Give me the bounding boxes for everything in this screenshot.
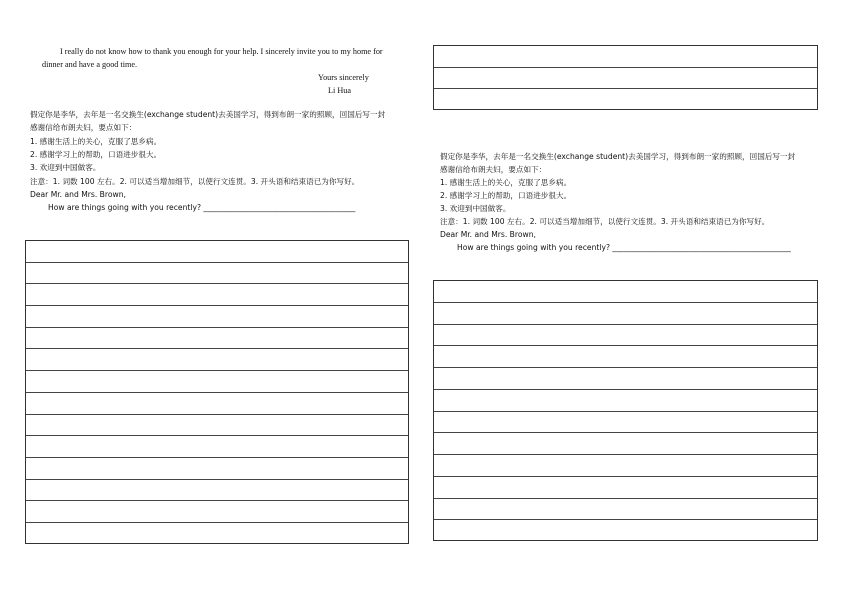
writing-line[interactable]: [26, 480, 408, 502]
writing-line[interactable]: [434, 346, 817, 368]
prompt-line-1: 假定你是李华，去年是一名交换生(exchange student)去美国学习，得到布朗一家的照顾，回国后写一封: [30, 110, 386, 119]
letter-closing: Yours sincerely: [318, 73, 369, 82]
writing-line[interactable]: [434, 412, 817, 434]
writing-line[interactable]: [434, 325, 817, 347]
prompt-point-2-right: 2. 感谢学习上的帮助，口语进步很大。: [440, 191, 572, 200]
prompt-point-3-right: 3. 欢迎到中国做客。: [440, 204, 511, 213]
writing-grid-top-right: [433, 45, 818, 110]
opening-line: How are things going with you recently? ________________________________________: [48, 203, 356, 212]
writing-line[interactable]: [26, 393, 408, 415]
writing-line[interactable]: [26, 501, 408, 523]
writing-line[interactable]: [434, 368, 817, 390]
letter-end-line-2: dinner and have a good time.: [42, 60, 138, 69]
writing-line[interactable]: [434, 46, 817, 68]
prompt-line-1-right: 假定你是李华，去年是一名交换生(exchange student)去美国学习，得到布朗一家的照顾，回国后写一封: [440, 152, 796, 161]
prompt-line-2-right: 感谢信给布朗夫妇，要点如下：: [440, 165, 547, 174]
salutation: Dear Mr. and Mrs. Brown,: [30, 190, 126, 199]
writing-line[interactable]: [434, 68, 817, 90]
opening-line-right: How are things going with you recently? _______________________________________________: [457, 243, 791, 252]
writing-line[interactable]: [26, 328, 408, 350]
prompt-point-1: 1. 感谢生活上的关心，克服了思乡病。: [30, 137, 162, 146]
writing-line[interactable]: [434, 433, 817, 455]
writing-line[interactable]: [434, 477, 817, 499]
writing-line[interactable]: [26, 284, 408, 306]
writing-line[interactable]: [434, 303, 817, 325]
writing-line[interactable]: [26, 458, 408, 480]
writing-line[interactable]: [26, 523, 408, 545]
writing-line[interactable]: [434, 281, 817, 303]
writing-grid-right: [433, 280, 818, 541]
writing-line[interactable]: [26, 263, 408, 285]
writing-line[interactable]: [26, 306, 408, 328]
writing-line[interactable]: [434, 390, 817, 412]
writing-line[interactable]: [26, 436, 408, 458]
prompt-notes-right: 注意：1. 词数 100 左右。2. 可以适当增加细节，以使行文连贯。3. 开头语和结束语已为你写好。: [440, 217, 770, 226]
salutation-right: Dear Mr. and Mrs. Brown,: [440, 230, 536, 239]
writing-line[interactable]: [26, 415, 408, 437]
writing-grid-left: [25, 240, 409, 544]
writing-line[interactable]: [26, 371, 408, 393]
writing-line[interactable]: [26, 349, 408, 371]
letter-signature: Li Hua: [328, 86, 351, 95]
writing-line[interactable]: [26, 241, 408, 263]
prompt-line-2: 感谢信给布朗夫妇，要点如下：: [30, 123, 137, 132]
prompt-point-3: 3. 欢迎到中国做客。: [30, 163, 101, 172]
writing-line[interactable]: [434, 520, 817, 542]
prompt-point-2: 2. 感谢学习上的帮助，口语进步很大。: [30, 150, 162, 159]
writing-line[interactable]: [434, 455, 817, 477]
writing-line[interactable]: [434, 499, 817, 521]
writing-line[interactable]: [434, 89, 817, 111]
prompt-notes: 注意：1. 词数 100 左右。2. 可以适当增加细节，以使行文连贯。3. 开头语和结束语已为你写好。: [30, 177, 360, 186]
letter-end-line-1: I really do not know how to thank you enough for your help. I sincerely invite you to my home for: [60, 47, 383, 56]
prompt-point-1-right: 1. 感谢生活上的关心，克服了思乡病。: [440, 178, 572, 187]
